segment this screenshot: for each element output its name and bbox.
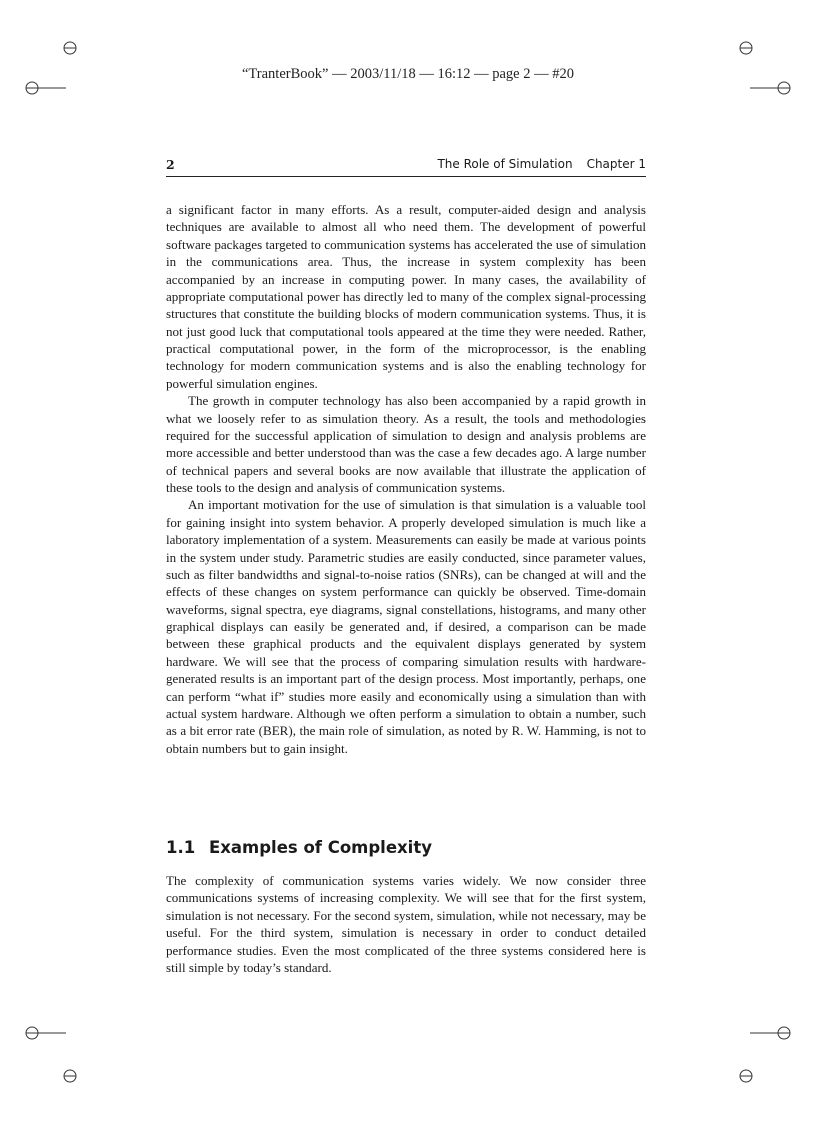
running-head: [166, 156, 646, 177]
body-text: [166, 201, 646, 757]
section-heading: [166, 838, 646, 857]
crop-mark-bottom-left-icon: [60, 1066, 80, 1086]
running-head-chapter: Chapter 1: [586, 157, 646, 171]
section-number: 1.1: [166, 838, 196, 857]
crop-mark-left-lower-icon: [22, 1023, 68, 1043]
paragraph: a significant factor in many efforts. As a result, computer-aided design and analysis techniques are available to almost all who need them. The development of powerful software packages targeted to communication systems has accelerated the use of simulation in the communications area. Thus, the increase in system complexity has been accompanied by an increase in computing power. In many cases, the availability of appropriate computational power has directly led to many of the complex signal-processing structures that constitute the building blocks of modern communication systems. Thus, it is not just good luck that computational tools appeared at the time they were needed. Rather, practical computational power, in the form of the microprocessor, is the enabling technology for modern communication systems and is also the enabling technology for powerful simulation engines.: [166, 202, 646, 391]
paragraph: An important motivation for the use of simulation is that simulation is a valuable tool for gaining insight into system behavior. A properly developed simulation is much like a laboratory implementation of a system. Measurements can easily be made at various points in the system under study. Parametric studies are easily conducted, since parameter values, such as filter bandwidths and signal-to-noise ratios (SNRs), can be changed at will and the effects of these changes on system performance can quickly be observed. Time-domain waveforms, signal spectra, eye diagrams, signal constellations, histograms, and many other graphical displays can easily be generated and, if desired, a comparison can be made between these graphical products and the equivalent displays generated by system hardware. We will see that the process of comparing simulation results with hardware-generated results is an important part of the design process. Most importantly, perhaps, one can perform “what if” studies more easily and economically using a simulation than with actual system hardware. Although we often perform a simulation to obtain a number, such as a bit error rate (BER), the main role of simulation, as noted by R. W. Hamming, is not to obtain numbers but to gain insight.: [166, 497, 646, 756]
crop-mark-bottom-right-icon: [736, 1066, 756, 1086]
paragraph: The complexity of communication systems varies widely. We now consider three communications systems of increasing complexity. We will see that for the first system, simulation is not necessary. For the second system, simulation, while not necessary, may be useful. For the third system, simulation is necessary in order to conduct detailed performance studies. Even the most complicated of the three systems considered here is still simple by today’s standard.: [166, 873, 646, 975]
crop-mark-top-right-icon: [736, 38, 756, 58]
paragraph: The growth in computer technology has also been accompanied by a rapid growth in what we loosely refer to as simulation theory. As a result, the tools and methodologies required for the successful application of simulation to design and analysis problems are more accessible and better understood than was the case a few decades ago. A large number of technical papers and several books are now available that illustrate the application of these tools to the design and analysis of communication systems.: [166, 393, 646, 495]
page-number: 2: [166, 157, 175, 172]
running-head-right: [437, 157, 646, 171]
section-title: Examples of Complexity: [209, 838, 432, 857]
crop-mark-top-left-icon: [60, 38, 80, 58]
section-body: [166, 872, 646, 976]
print-slug: “TranterBook” — 2003/11/18 — 16:12 — page 2 — #20: [242, 66, 574, 82]
running-head-title: The Role of Simulation: [437, 157, 573, 171]
crop-mark-right-lower-icon: [748, 1023, 794, 1043]
